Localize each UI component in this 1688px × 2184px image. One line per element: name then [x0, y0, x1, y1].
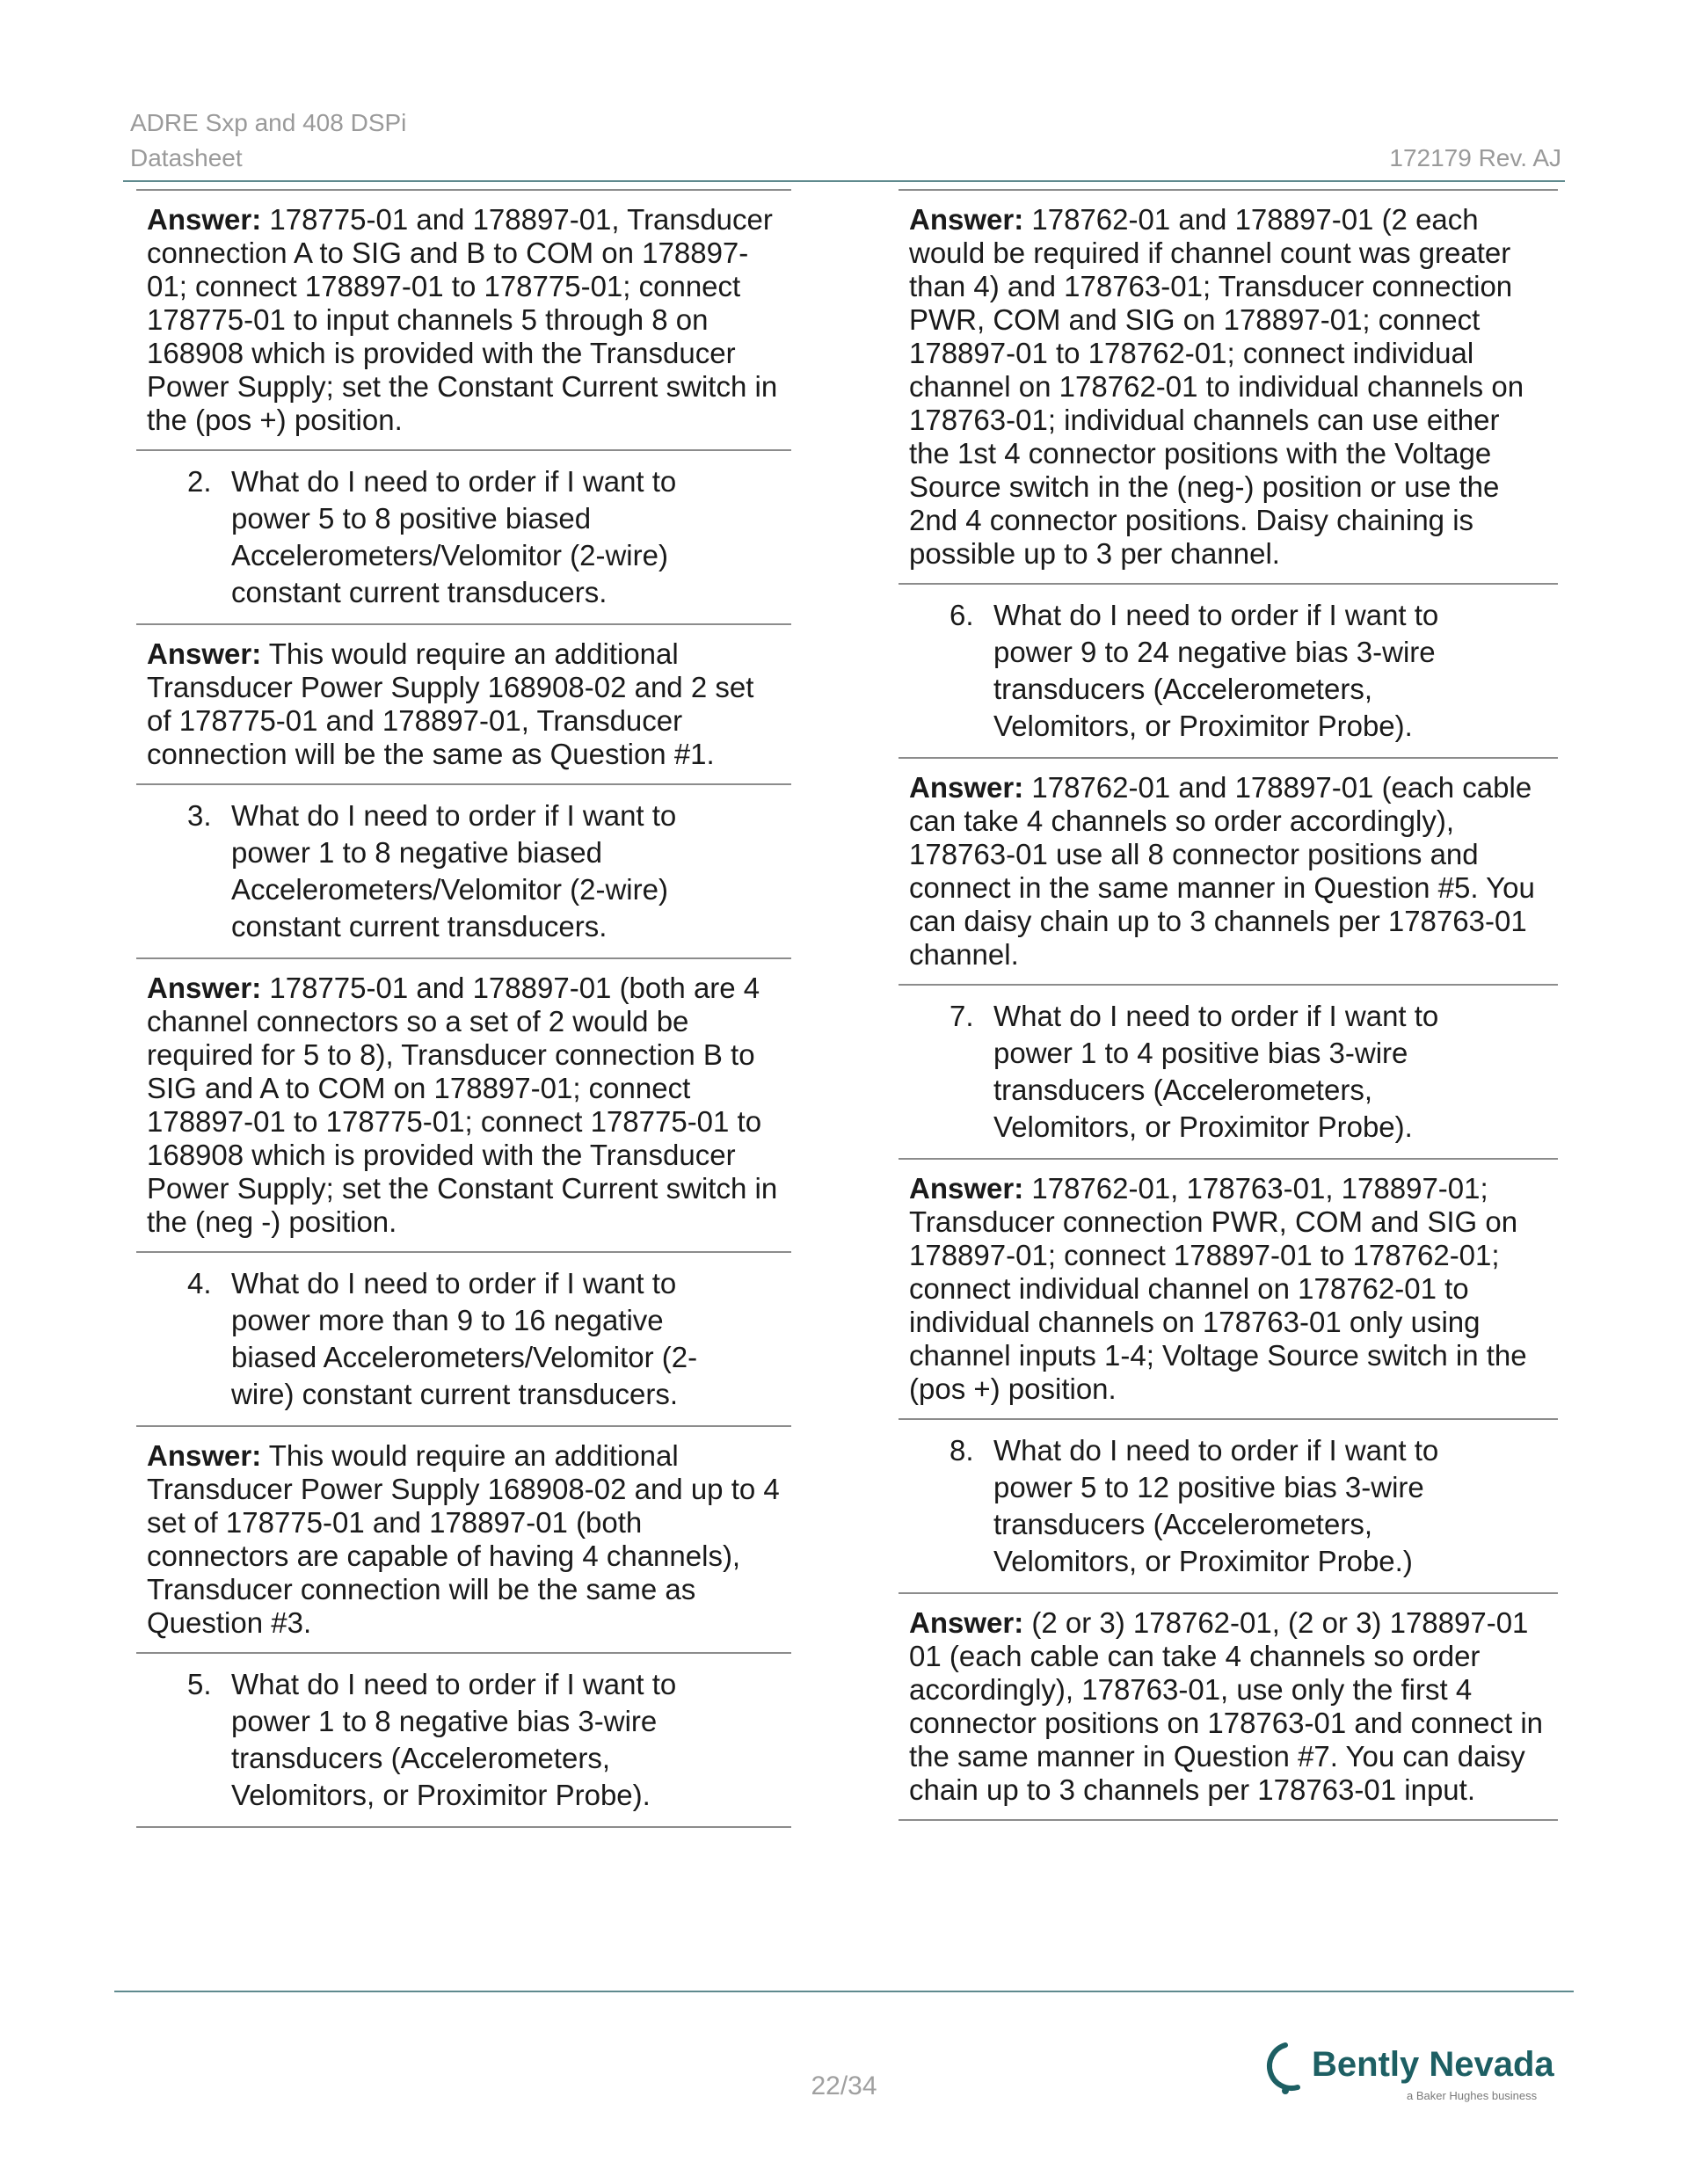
question-text: What do I need to order if I want to power 1 to 8 negative bias 3-wire transducers (Accelerometers, Velomitors, or Proximitor Probe).	[231, 1668, 677, 1811]
page-number: 22/34	[811, 2071, 877, 2100]
answer-block	[899, 1594, 1558, 1819]
answer-label: Answer:	[147, 203, 262, 236]
question-number: 4.	[187, 1267, 212, 1299]
answer-text: 178762-01 and 178897-01 (each cable can take 4 channels so order accordingly), 178763-01 use all 8 connector positions and connect in the same manner in Question #5. You can daisy chain up to 3 channels per 178763-01 channel.	[909, 771, 1535, 971]
answer-block	[899, 759, 1558, 984]
logo-text: Bently Nevada	[1312, 2045, 1554, 2084]
answer-block	[899, 191, 1558, 583]
section-divider	[136, 1826, 791, 1828]
question-item	[136, 1253, 791, 1425]
doc-header	[130, 106, 406, 176]
question-number: 5.	[187, 1668, 212, 1700]
right-column	[899, 189, 1558, 1821]
question-number: 8.	[950, 1434, 974, 1467]
footer-divider	[114, 1991, 1574, 1992]
answer-label: Answer:	[147, 637, 262, 670]
logo-subtitle: a Baker Hughes business	[1407, 2089, 1538, 2102]
question-text: What do I need to order if I want to power 5 to 12 positive bias 3-wire transducers (Accelerometers, Velomitors, or Proximitor Probe.)	[993, 1434, 1439, 1577]
question-item	[899, 585, 1558, 757]
answer-label: Answer:	[909, 1606, 1024, 1639]
doc-type: Datasheet	[130, 144, 243, 171]
answer-label: Answer:	[909, 771, 1024, 804]
answer-text: (2 or 3) 178762-01, (2 or 3) 178897-01 01 (each cable can take 4 channels so order accordingly), 178763-01, use only the first 4 connector positions on 178763-01 and connect in the same manner in Question #7. You can daisy chain up to 3 channels per 178763-01 input.	[909, 1606, 1544, 1806]
question-item	[136, 785, 791, 957]
bently-nevada-logo	[1259, 2038, 1558, 2108]
question-text: What do I need to order if I want to power 9 to 24 negative bias 3-wire transducers (Accelerometers, Velomitors, or Proximitor Probe).	[993, 599, 1439, 742]
answer-block	[136, 625, 791, 783]
answer-label: Answer:	[909, 203, 1024, 236]
question-number: 2.	[187, 465, 212, 498]
answer-text: 178762-01 and 178897-01 (2 each would be required if channel count was greater than 4) and 178763-01; Transducer connection PWR, COM and SIG on 178897-01; connect 178897-01 to 178762-01; connect individual channel on 178762-01 to individual channels on 178763-01; individual channels can use either the 1st 4 connector positions with the Voltage Source switch in the (neg-) position or use the 2nd 4 connector positions. Daisy chaining is possible up to 3 per channel.	[909, 203, 1524, 570]
answer-text: This would require an additional Transducer Power Supply 168908-02 and up to 4 set of 178775-01 and 178897-01 (both connectors are capable of having 4 channels), Transducer connection will be the same as Question #3.	[147, 1439, 780, 1639]
question-number: 7.	[950, 1000, 974, 1032]
question-text: What do I need to order if I want to power more than 9 to 16 negative biased Accelerometers/Velomitor (2-wire) constant current transducers.	[231, 1267, 698, 1410]
question-item	[136, 451, 791, 623]
answer-text: 178762-01, 178763-01, 178897-01; Transducer connection PWR, COM and SIG on 178897-01; connect 178897-01 to 178762-01; connect individual channel on 178762-01 to individual channels on 178763-01 only using channel inputs 1-4; Voltage Source switch in the (pos +) position.	[909, 1172, 1527, 1405]
answer-block	[136, 1427, 791, 1652]
question-text: What do I need to order if I want to power 1 to 4 positive bias 3-wire transducers (Accelerometers, Velomitors, or Proximitor Probe).	[993, 1000, 1439, 1143]
question-number: 3.	[187, 799, 212, 832]
question-number: 6.	[950, 599, 974, 631]
answer-text: 178775-01 and 178897-01, Transducer connection A to SIG and B to COM on 178897-01; connect 178897-01 to 178775-01; connect 178775-01 to input channels 5 through 8 on 168908 which is provided with the Transducer Power Supply; set the Constant Current switch in the (pos +) position.	[147, 203, 778, 436]
question-item	[899, 986, 1558, 1158]
answer-label: Answer:	[147, 972, 262, 1004]
answer-block	[136, 191, 791, 449]
doc-number: 172179 Rev. AJ	[1389, 144, 1561, 171]
answer-block	[136, 959, 791, 1251]
logo-mark-icon	[1259, 2038, 1312, 2100]
section-divider	[899, 1819, 1558, 1821]
doc-title: ADRE Sxp and 408 DSPi	[130, 109, 407, 136]
answer-label: Answer:	[909, 1172, 1024, 1205]
left-column	[136, 189, 791, 1828]
question-item	[899, 1420, 1558, 1592]
question-text: What do I need to order if I want to power 1 to 8 negative biased Accelerometers/Velomitor (2-wire) constant current transducers.	[231, 799, 677, 943]
answer-label: Answer:	[147, 1439, 262, 1472]
header-divider	[123, 180, 1565, 182]
question-text: What do I need to order if I want to power 5 to 8 positive biased Accelerometers/Velomitor (2-wire) constant current transducers.	[231, 465, 677, 608]
question-item	[136, 1654, 791, 1826]
answer-block	[899, 1160, 1558, 1418]
answer-text: 178775-01 and 178897-01 (both are 4 channel connectors so a set of 2 would be required for 5 to 8), Transducer connection B to SIG and A to COM on 178897-01; connect 178897-01 to 178775-01; connect 178775-01 to 168908 which is provided with the Transducer Power Supply; set the Constant Current switch in the (neg -) position.	[147, 972, 778, 1238]
answer-text: This would require an additional Transducer Power Supply 168908-02 and 2 set of 178775-01 and 178897-01, Transducer connection will be the same as Question #1.	[147, 637, 754, 770]
